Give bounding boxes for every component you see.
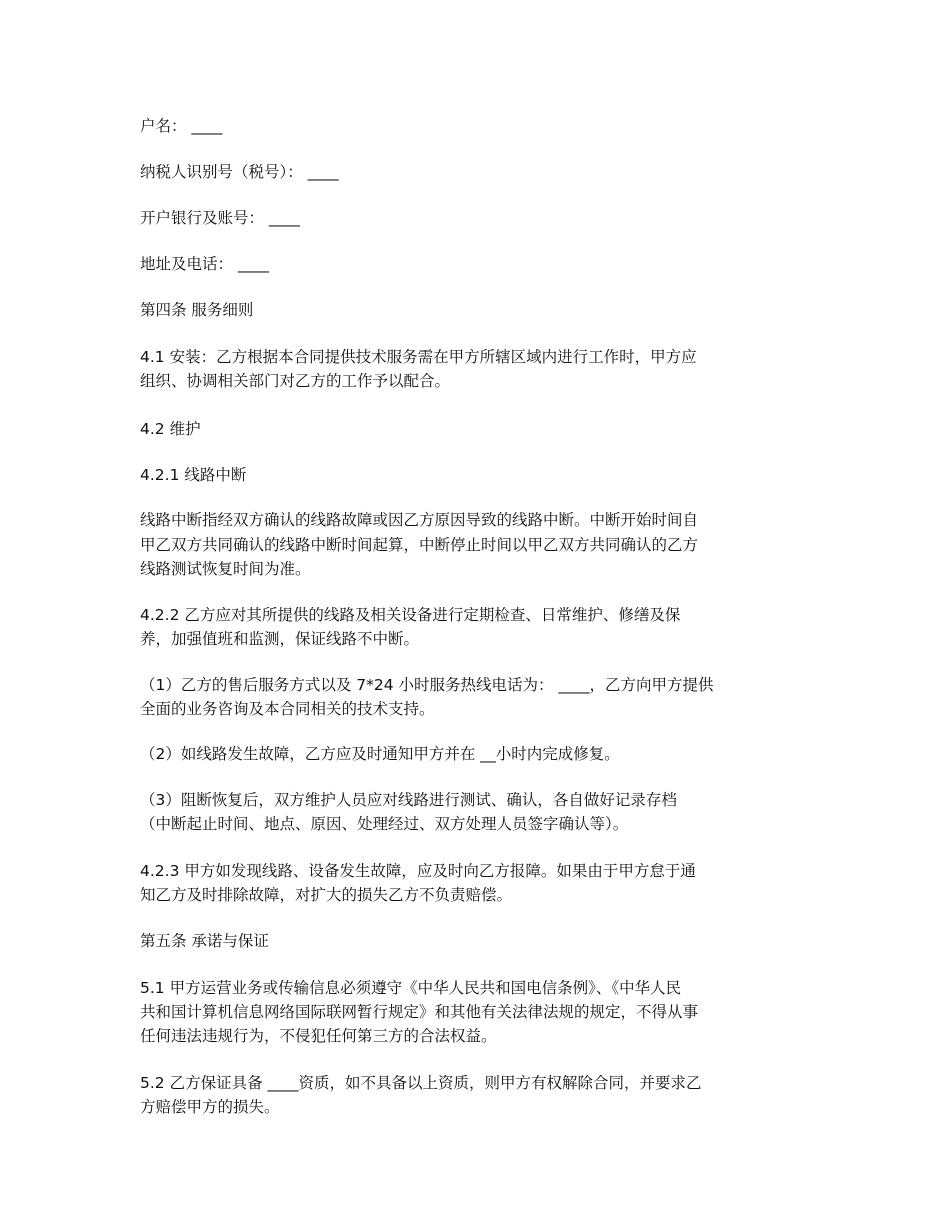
article-5-heading: 第五条 承诺与保证 xyxy=(140,932,269,950)
section-4-2-2-line-1: 4.2.2 乙方应对其所提供的线路及相关设备进行定期检查、日常维护、修缮及保 xyxy=(140,606,681,624)
article-4-heading: 第四条 服务细则 xyxy=(140,301,254,319)
item-1-line-2: 全面的业务咨询及本合同相关的技术支持。 xyxy=(140,700,435,718)
interrupt-para-line-3: 线路测试恢复时间为准。 xyxy=(140,560,311,578)
section-4-2-1-heading: 4.2.1 线路中断 xyxy=(140,466,247,484)
section-4-2-3-line-1: 4.2.3 甲方如发现线路、设备发生故障，应及时向乙方报障。如果由于甲方怠于通 xyxy=(140,862,696,880)
bank-account-field: 开户银行及账号： ____ xyxy=(140,209,300,227)
interrupt-para-line-2: 甲乙双方共同确认的线路中断时间起算，中断停止时间以甲乙双方共同确认的乙方 xyxy=(140,536,699,554)
item-1-line-1: （1）乙方的售后服务方式以及 7*24 小时服务热线电话为： ____，乙方向甲方提供 xyxy=(140,676,714,694)
section-4-2-2-line-2: 养，加强值班和监测，保证线路不中断。 xyxy=(140,630,420,648)
section-5-1-line-2: 共和国计算机信息网络国际联网暂行规定》和其他有关法律法规的规定，不得从事 xyxy=(140,1003,699,1021)
interrupt-para-line-1: 线路中断指经双方确认的线路故障或因乙方原因导致的线路中断。中断开始时间自 xyxy=(140,511,699,529)
address-phone-field: 地址及电话： ____ xyxy=(140,255,269,273)
section-4-1-line-1: 4.1 安装：乙方根据本合同提供技术服务需在甲方所辖区域内进行工作时，甲方应 xyxy=(140,348,697,366)
item-2: （2）如线路发生故障，乙方应及时通知甲方并在 __小时内完成修复。 xyxy=(140,745,620,763)
section-5-1-line-1: 5.1 甲方运营业务或传输信息必须遵守《中华人民共和国电信条例》、《中华人民 xyxy=(140,979,682,997)
section-5-1-line-3: 任何违法违规行为，不侵犯任何第三方的合法权益。 xyxy=(140,1027,497,1045)
item-3-line-1: （3）阻断恢复后，双方维护人员应对线路进行测试、确认，各自做好记录存档 xyxy=(140,791,677,809)
section-4-1-line-2: 组织、协调相关部门对乙方的工作予以配合。 xyxy=(140,372,451,390)
tax-id-field: 纳税人识别号（税号）： ____ xyxy=(140,163,339,181)
account-name-field: 户名： ____ xyxy=(140,117,223,135)
section-5-2-line-2: 方赔偿甲方的损失。 xyxy=(140,1098,280,1116)
item-3-line-2: （中断起止时间、地点、原因、处理经过、双方处理人员签字确认等）。 xyxy=(140,815,629,833)
section-4-2-3-line-2: 知乙方及时排除故障，对扩大的损失乙方不负责赔偿。 xyxy=(140,886,513,904)
section-4-2-heading: 4.2 维护 xyxy=(140,420,201,438)
section-5-2-line-1: 5.2 乙方保证具备 ____资质，如不具备以上资质，则甲方有权解除合同，并要求乙 xyxy=(140,1074,702,1092)
